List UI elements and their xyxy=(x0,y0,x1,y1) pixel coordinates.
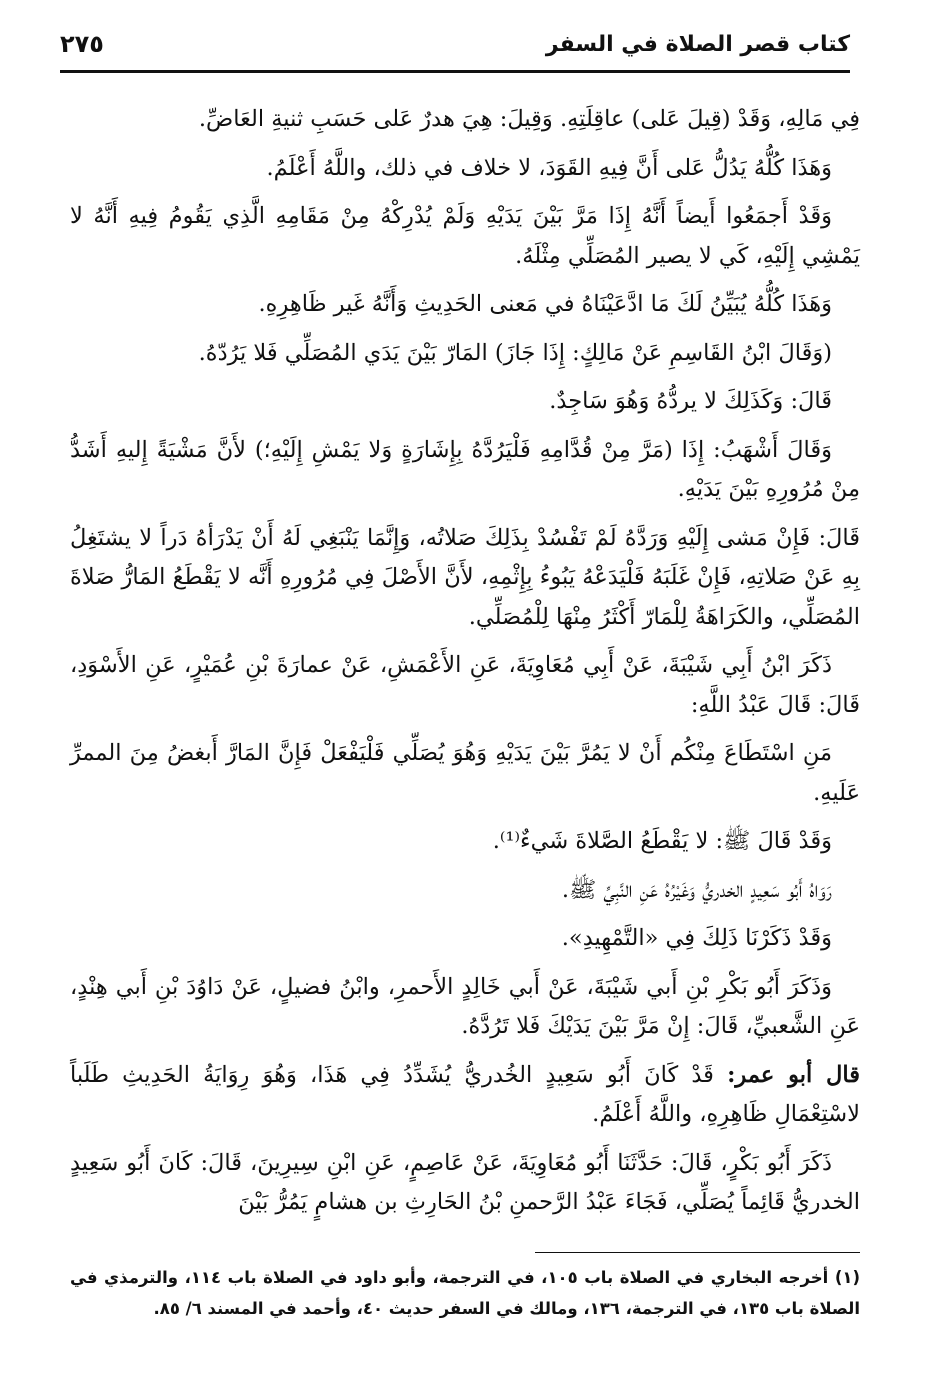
paragraph: رَوَاهُ أَبُو سَعِيدٍ الخدريُّ وَغَيْرُهُ عَنِ النَّبِيِّ ﷺ. xyxy=(561,876,832,903)
footnote-rule xyxy=(535,1252,860,1253)
paragraph: وَهَذَا كُلُّهُ يُبَيِّنُ لَكَ مَا ادَّعَيْنَاهُ في مَعنى الحَدِيثِ وَأَنَّهُ غَير ظَاهِرِهِ. xyxy=(258,291,832,317)
running-header xyxy=(60,28,850,68)
paragraph: وَهَذَا كُلُّهُ يَدُلُّ عَلى أَنَّ فِيهِ القَوَدَ، لا خلاف في ذلك، واللَّهُ أَعْلَمُ. xyxy=(266,154,832,181)
paragraph: وَقَدْ ذَكَرْنَا ذَلِكَ فِي «التَّمْهِيدِ». xyxy=(561,925,832,951)
page-number: ٢٧٥ xyxy=(60,30,104,58)
paragraph: وَذَكَرَ أَبُو بَكْرِ بْنِ أَبي شَيْبَةَ، عَنْ أَبي خَالِدٍ الأَحمرِ، وابْنُ فضيلٍ، عَنْ دَاوُدَ بْنِ أَبي هِنْدٍ، عَنِ الشَّعبيِّ، قَالَ: إِنْ مَرَّ بَيْنَ يَدَيْكَ فَلا تَرُدَّهُ. xyxy=(70,973,860,1039)
paragraph: وَقَالَ أَشْهَبُ: إِذَا (مَرَّ مِنْ قُدَّامِهِ فَلْيَرُدَّهُ بِإِشَارَةٍ وَلا يَمْشِ إِلَيْهِ؛) لأَنَّ مَشْيَةً إِليهِ أَشَدُّ مِنْ مُرُورِهِ بَيْنَ يَدَيْهِ. xyxy=(70,436,860,502)
paragraph: مَنِ اسْتَطَاعَ مِنْكُم أَنْ لا يَمُرَّ بَيْنَ يَدَيْهِ وَهُوَ يُصَلِّي فَلْيَفْعَلْ فَإِنَّ المَارَّ أَبغضُ مِنَ الممرِّ عَلَيهِ. xyxy=(70,740,860,806)
lead-in-label: قال أبو عمر: xyxy=(727,1061,861,1088)
paragraph: ذَكَرَ أَبُو بَكْرٍ، قَالَ: حَدَّثَنَا أَبُو مُعَاوِيَةَ، عَنْ عَاصِمٍ، عَنِ ابْنِ سِيرِينَ، قَالَ: كَانَ أَبُو سَعِيدٍ الخدريُّ قَائِماً يُصَلِّي، فَجَاءَ عَبْدُ الرَّحمنِ بْنُ الحَارِثِ بن هشامٍ يَمُرُّ بَيْنَ xyxy=(70,1149,860,1215)
paragraph-text: قَدْ كَانَ أَبُو سَعِيدٍ الخُدريُّ يُشَدِّدُ فِي هَذَا، وَهُوَ رِوَايَةُ الحَدِيثِ طَلَباً لاسْتِعْمَالِ ظَاهِرِهِ، واللَّهُ أَعْلَمُ. xyxy=(70,1061,860,1127)
main-text xyxy=(70,100,860,1232)
paragraph: ذَكَرَ ابْنُ أَبِي شَيْبَةَ، عَنْ أَبِي مُعَاوِيَةَ، عَنِ الأَعْمَشِ، عَنْ عمارَةَ بْنِ عُمَيْرٍ، عَنِ الأَسْوَدِ، قَالَ: قَالَ عَبْدُ اللَّهِ: xyxy=(70,652,860,718)
paragraph: وَقَدْ أَجمَعُوا أَيضاً أَنَّهُ إِذَا مَرَّ بَيْنَ يَدَيْهِ وَلَمْ يُدْرِكْهُ مِنْ مَقَامِهِ الَّذِي يَقُومُ فِيهِ أَنَّهُ لا يَمْشِي إِلَيْهِ، كَي لا يصير المُصَلِّي مِثْلَهُ. xyxy=(70,203,860,269)
footnote: (١) أخرجه البخاري في الصلاة باب ١٠٥، في الترجمة، وأبو داود في الصلاة باب ١١٤، والترمذي في الصلاة باب ١٣٥، في الترجمة، ١٣٦، ومالك في السفر حديث ٤٠، وأحمد في المسند ٦/ ٨٥. xyxy=(70,1268,860,1318)
paragraph: (وَقَالَ ابْنُ القَاسِمِ عَنْ مَالِكٍ: إِذَا جَازَ) المَارّ بَيْنَ يَدَي المُصَلِّي فَلا يَرُدّهُ. xyxy=(198,339,832,366)
chapter-title: كتاب قصر الصلاة في السفر xyxy=(545,32,850,57)
paragraph: قَالَ: وَكَذَلِكَ لا يردُّهُ وَهُوَ سَاجِدٌ. xyxy=(549,388,832,414)
paragraph: قَالَ: فَإِنْ مَشى إِلَيْهِ وَرَدَّهُ لَمْ تَفْسُدْ بِذَلِكَ صَلاتُه، وَإِنَّمَا يَنْبَغِي لَهُ أَنْ يَدْرَأهُ دَراً لا يشتَغِلُ بِهِ عَنْ صَلاتِهِ، فَإِنْ غَلَبَهُ فَلْيَدَعْهُ يَبُوءُ بِإِثْمِهِ، لأَنَّ الأَصْلَ فِي مُرُورِهِ أَنَّه لا يَقْطَعُ المَارُّ صَلاةَ المُصَلِّي، والكَرَاهَةُ لِلْمَارّ أَكْثَرُ مِنْهَا لِلْمُصَلِّي. xyxy=(70,524,860,630)
paragraph: وَقَدْ قَالَ ﷺ: لا يَقْطَعُ الصَّلاةَ شَيءٌ⁽¹⁾. xyxy=(492,828,832,854)
paragraph-with-lead xyxy=(70,1056,860,1135)
header-rule xyxy=(60,70,850,73)
paragraph: فِي مَالِهِ، وَقَدْ (قِيلَ عَلى) عاقِلَتِهِ. وَقِيلَ: هِيَ هدرٌ عَلى حَسَبِ ثنيةِ العَاضِّ. xyxy=(198,106,860,132)
